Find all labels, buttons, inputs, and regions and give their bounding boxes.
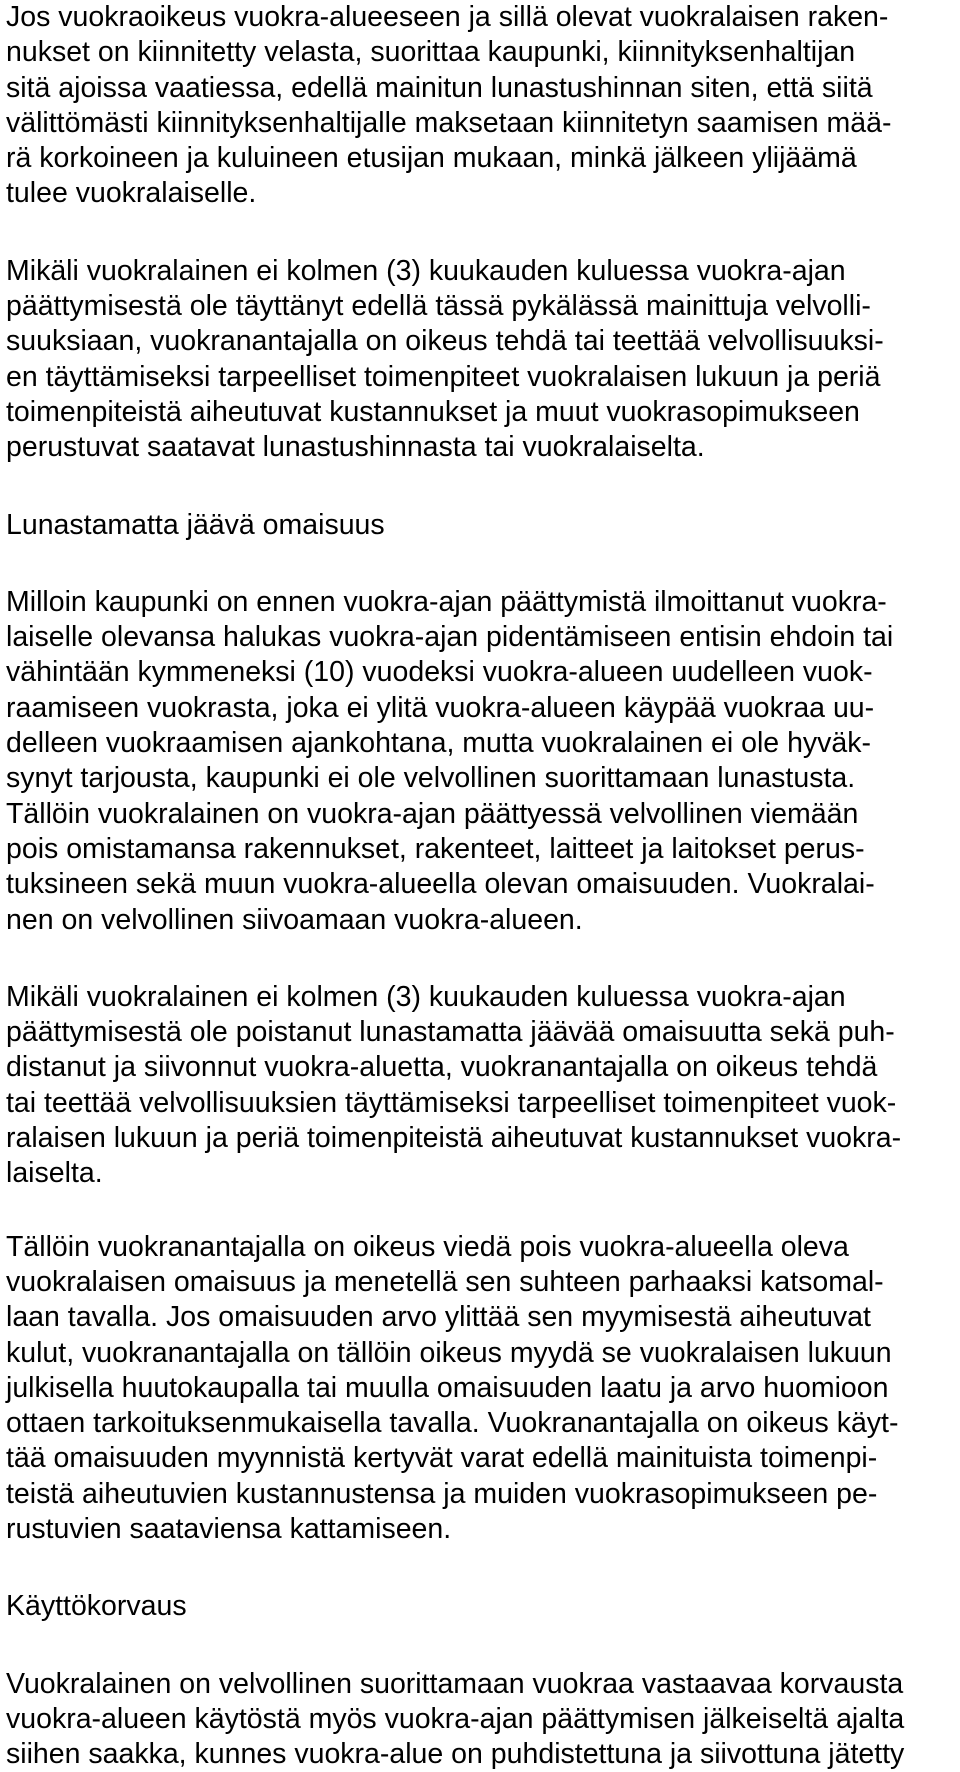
text-line: ralaisen lukuun ja periä toimenpiteistä aiheutuvat kustannukset vuokra-: [6, 1122, 902, 1155]
text-line: delleen vuokraamisen ajankohtana, mutta vuokralainen ei ole hyväk-: [6, 727, 872, 760]
paragraph-gap: [6, 212, 956, 254]
heading-line: Käyttökorvaus: [6, 1590, 187, 1623]
text-line: julkisella huutokaupalla tai muulla omaisuuden laatu ja arvo huomioon: [6, 1371, 889, 1404]
text-line: siihen saakka, kunnes vuokra-alue on puhdistettuna ja siivottuna jätetty: [6, 1738, 905, 1771]
text-line: ottaen tarkoituksenmukaisella tavalla. Vuokranantajalla on oikeus käyt-: [6, 1407, 899, 1440]
paragraph-property-removal: [6, 1230, 956, 1548]
text-line: suuksiaan, vuokranantajalla on oikeus tehdä tai teettää velvollisuuksi-: [6, 325, 884, 358]
text-line: rustuvien saataviensa kattamiseen.: [6, 1512, 452, 1545]
text-line: perustuvat saatavat lunastushinnasta tai vuokralaiselta.: [6, 431, 705, 464]
paragraph-gap: [6, 1547, 956, 1589]
text-line: vähintään kymmeneksi (10) vuodeksi vuokra-alueen uudelleen vuok-: [6, 656, 873, 689]
section-heading-usage-compensation: [6, 1589, 956, 1624]
paragraph-obligations-deadline: [6, 254, 956, 466]
text-line: päättymisestä ole poistanut lunastamatta jäävää omaisuutta sekä puh-: [6, 1016, 895, 1049]
text-line: välittömästi kiinnityksenhaltijalle maksetaan kiinnitetyn saamisen mää-: [6, 106, 892, 139]
text-line: sitä ajoissa vaatiessa, edellä mainitun lunastushinnan siten, että siitä: [6, 71, 873, 104]
text-line: Tällöin vuokralainen on vuokra-ajan päättyessä velvollinen viemään: [6, 797, 859, 830]
document-page: [6, 0, 956, 1772]
text-line: kulut, vuokranantajalla on tällöin oikeus myydä se vuokralaisen lukuun: [6, 1336, 892, 1369]
text-line: tuksineen sekä muun vuokra-alueella olevan omaisuuden. Vuokralai-: [6, 868, 875, 901]
paragraph-gap: [6, 543, 956, 585]
text-line: en täyttämiseksi tarpeelliset toimenpiteet vuokralaisen lukuun ja periä: [6, 360, 881, 393]
text-line: teistä aiheutuvien kustannustensa ja muiden vuokrasopimukseen pe-: [6, 1477, 878, 1510]
text-line: synyt tarjousta, kaupunki ei ole velvollinen suorittamaan lunastusta.: [6, 762, 856, 795]
text-line: Milloin kaupunki on ennen vuokra-ajan päättymistä ilmoittanut vuokra-: [6, 585, 887, 618]
text-line: vuokra-alueen käytöstä myös vuokra-ajan päättymisen jälkeiseltä ajalta: [6, 1702, 905, 1735]
text-line: Jos vuokraoikeus vuokra-alueeseen ja sillä olevat vuokralaisen raken-: [6, 1, 889, 33]
text-line: tää omaisuuden myynnistä kertyvät varat edellä mainituista toimenpi-: [6, 1442, 878, 1475]
paragraph-lease-extension: [6, 585, 956, 938]
text-line: Tällöin vuokranantajalla on oikeus viedä pois vuokra-alueella oleva: [6, 1230, 849, 1263]
paragraph-gap: [6, 466, 956, 508]
paragraph-gap: [6, 1192, 956, 1230]
text-line: laiselta.: [6, 1157, 103, 1190]
text-line: nukset on kiinnitetty velasta, suorittaa kaupunki, kiinnityksenhaltijan: [6, 36, 856, 69]
text-line: Mikäli vuokralainen ei kolmen (3) kuukauden kuluessa vuokra-ajan: [6, 254, 846, 287]
text-line: laan tavalla. Jos omaisuuden arvo ylittää sen myymisestä aiheutuvat: [6, 1301, 871, 1334]
text-line: Vuokralainen on velvollinen suorittamaan vuokraa vastaavaa korvausta: [6, 1667, 904, 1700]
paragraph-cleanup-deadline: [6, 980, 956, 1192]
text-line: Mikäli vuokralainen ei kolmen (3) kuukauden kuluessa vuokra-ajan: [6, 980, 846, 1013]
text-line: laiselle olevansa halukas vuokra-ajan pidentämiseen entisin ehdoin tai: [6, 621, 894, 654]
text-line: pois omistamansa rakennukset, rakenteet, laitteet ja laitokset perus-: [6, 832, 865, 865]
text-line: rä korkoineen ja kuluineen etusijan mukaan, minkä jälkeen ylijäämä: [6, 142, 857, 175]
heading-line: Lunastamatta jäävä omaisuus: [6, 508, 385, 541]
text-line: raamiseen vuokrasta, joka ei ylitä vuokra-alueen käypää vuokraa uu-: [6, 691, 875, 724]
paragraph-mortgage-redemption: [6, 0, 956, 212]
text-line: vuokralaisen omaisuus ja menetellä sen suhteen parhaaksi katsomal-: [6, 1265, 884, 1298]
text-line: distanut ja siivonnut vuokra-aluetta, vuokranantajalla on oikeus tehdä: [6, 1051, 878, 1084]
paragraph-gap: [6, 938, 956, 980]
paragraph-usage-compensation: [6, 1667, 956, 1772]
section-heading-unredeemed-property: [6, 508, 956, 543]
text-line: toimenpiteistä aiheutuvat kustannukset ja muut vuokrasopimukseen: [6, 395, 860, 428]
text-line: tulee vuokralaiselle.: [6, 177, 257, 210]
paragraph-gap: [6, 1625, 956, 1667]
text-line: päättymisestä ole täyttänyt edellä tässä pykälässä mainittuja velvolli-: [6, 290, 871, 323]
text-line: nen on velvollinen siivoamaan vuokra-alueen.: [6, 903, 583, 936]
text-line: tai teettää velvollisuuksien täyttämiseksi tarpeelliset toimenpiteet vuok-: [6, 1086, 897, 1119]
